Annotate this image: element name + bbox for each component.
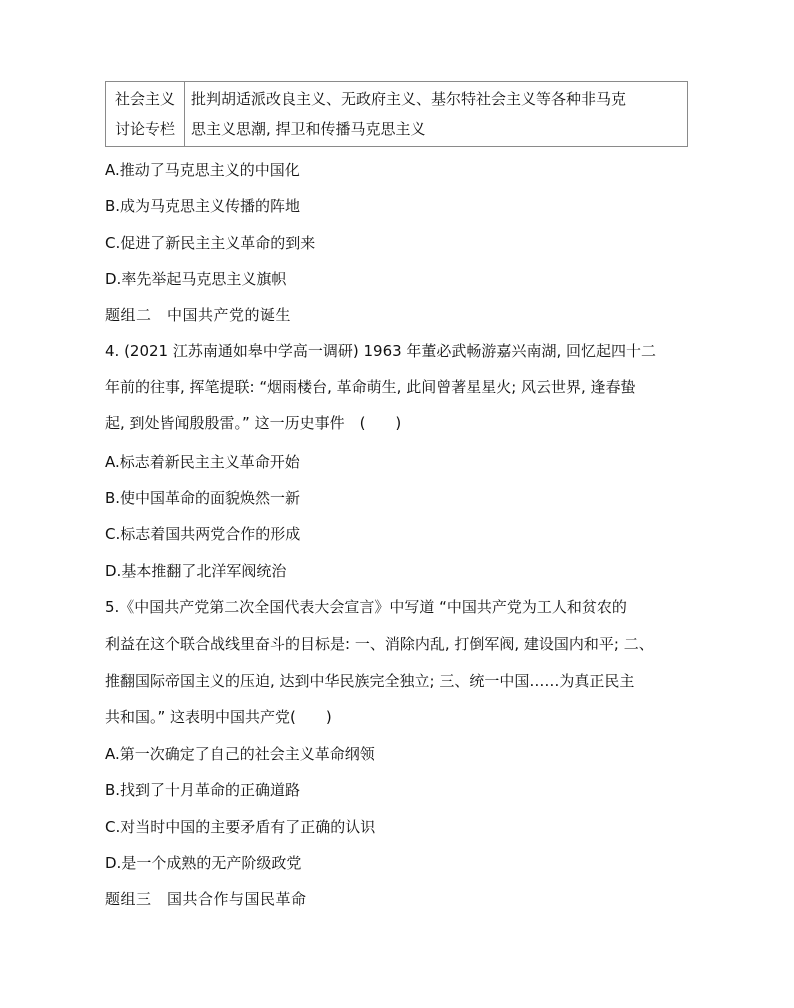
q5-option-b: B.找到了十月革命的正确道路 [105, 781, 301, 799]
group-2-title: 题组二 中国共产党的诞生 [105, 306, 292, 324]
q3-option-a: A.推动了马克思主义的中国化 [105, 161, 300, 179]
q4-option-b: B.使中国革命的面貌焕然一新 [105, 489, 301, 507]
q5-stem-line-1: 5.《中国共产党第二次全国代表大会宣言》中写道 “中国共产党为工人和贫农的 [105, 598, 627, 616]
table-cell-column-content [185, 82, 688, 147]
table-row [106, 82, 688, 147]
q4-stem-line-3: 起, 到处皆闻殷殷雷。” 这一历史事件 ( ) [105, 414, 402, 432]
q4-option-d: D.基本推翻了北洋军阀统治 [105, 562, 287, 580]
q5-stem-line-3: 推翻国际帝国主义的压迫, 达到中华民族完全独立; 三、统一中国……为真正民主 [105, 672, 635, 690]
q4-option-c: C.标志着国共两党合作的形成 [105, 525, 301, 543]
column-name-line-2: 讨论专栏 [114, 120, 175, 138]
column-content-line-1: 批判胡适派改良主义、无政府主义、基尔特社会主义等各种非马克 [191, 90, 627, 108]
q5-option-c: C.对当时中国的主要矛盾有了正确的认识 [105, 818, 376, 836]
q5-option-a: A.第一次确定了自己的社会主义革命纲领 [105, 745, 375, 763]
q5-option-d: D.是一个成熟的无产阶级政党 [105, 854, 302, 872]
column-content-line-2: 思主义思潮, 捍卫和传播马克思主义 [191, 120, 426, 138]
q4-stem-line-2: 年前的往事, 挥笔提联: “烟雨楼台, 革命萌生, 此间曾著星星火; 风云世界, 逢春蛰 [105, 378, 636, 396]
column-name-line-1: 社会主义 [114, 90, 175, 108]
q4-option-a: A.标志着新民主主义革命开始 [105, 453, 300, 471]
q3-option-b: B.成为马克思主义传播的阵地 [105, 197, 301, 215]
q4-stem-line-1: 4. (2021 江苏南通如皋中学高一调研) 1963 年董必武畅游嘉兴南湖, 回忆起四十二 [105, 342, 656, 360]
q5-stem-line-2: 利益在这个联合战线里奋斗的目标是: 一、消除内乱, 打倒军阀, 建设国内和平; 二、 [105, 635, 654, 653]
q3-option-d: D.率先举起马克思主义旗帜 [105, 270, 287, 288]
group-3-title: 题组三 国共合作与国民革命 [105, 890, 307, 908]
q5-stem-line-4: 共和国。” 这表明中国共产党( ) [105, 708, 332, 726]
topic-table [105, 81, 688, 147]
q3-option-c: C.促进了新民主主义革命的到来 [105, 234, 316, 252]
table-cell-column-name [106, 82, 185, 147]
